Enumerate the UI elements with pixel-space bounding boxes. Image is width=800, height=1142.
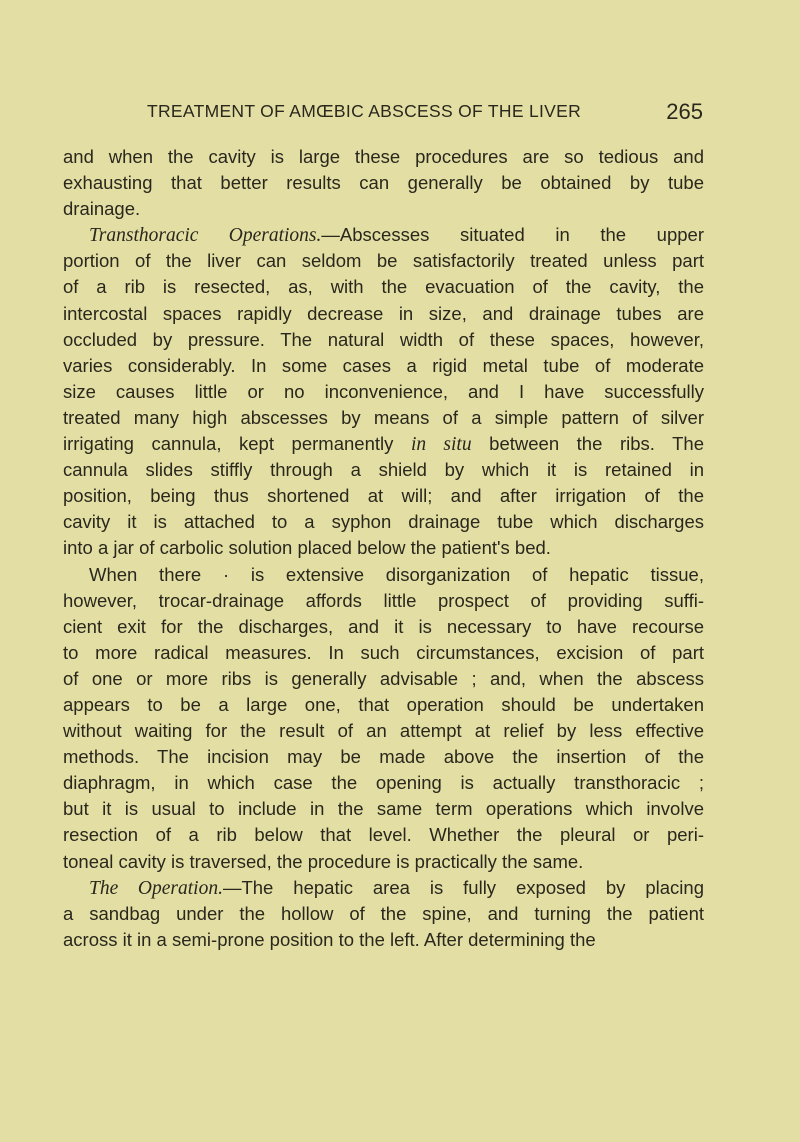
line-text: cavity it is attached to a syphon drainage tube which discharges: [63, 511, 704, 533]
text-line: [63, 327, 704, 353]
line-text: but it is usual to include in the same term operations which involve: [63, 798, 704, 820]
page-number: 265: [666, 99, 703, 124]
text-line: [63, 588, 704, 614]
text-line: [63, 562, 704, 588]
italic-text: The Operation.: [89, 877, 223, 899]
text-line: [63, 770, 704, 796]
text-line: [63, 457, 704, 483]
line-text: methods. The incision may be made above the insertion of the: [63, 746, 704, 768]
text-line: [63, 301, 704, 327]
line-text: between the ribs. The: [471, 433, 705, 455]
line-text: diaphragm, in which case the opening is actually transthoracic ;: [63, 772, 704, 794]
text-line: [63, 248, 704, 274]
line-text: across it in a semi-prone position to the left. After determining the: [63, 928, 596, 950]
text-line: [63, 535, 704, 561]
line-text: of one or more ribs is generally advisable ; and, when the abscess: [63, 667, 704, 689]
line-text: toneal cavity is traversed, the procedure is practically the same.: [63, 850, 584, 872]
text-line: [63, 509, 704, 535]
line-text: portion of the liver can seldom be satisfactorily treated unless part: [63, 250, 704, 272]
text-line: [63, 796, 704, 822]
italic-text: Transthoracic Operations.: [89, 225, 322, 247]
text-line: [63, 196, 704, 222]
line-text: exhausting that better results can generally be obtained by tube: [63, 172, 704, 194]
line-text: drainage.: [63, 198, 141, 220]
text-line: [63, 144, 704, 170]
line-text: of a rib is resected, as, with the evacuation of the cavity, the: [63, 276, 704, 298]
text-line: [63, 849, 704, 875]
line-text: size causes little or no inconvenience, and I have successfully: [63, 380, 704, 402]
text-line: [63, 614, 704, 640]
text-line: [63, 353, 704, 379]
line-text: and when the cavity is large these procedures are so tedious and: [63, 146, 704, 167]
text-line: [63, 170, 704, 196]
line-text: to more radical measures. In such circumstances, excision of part: [63, 641, 704, 663]
running-head: TREATMENT OF AMŒBIC ABSCESS OF THE LIVER: [147, 101, 582, 121]
italic-text: in situ: [410, 434, 472, 456]
text-line: [63, 666, 704, 692]
line-text: When there · is extensive disorganization of hepatic tissue,: [89, 563, 704, 585]
body-text: [63, 144, 704, 953]
text-line: [63, 405, 704, 431]
paragraph: [63, 144, 704, 222]
text-line: [63, 274, 704, 300]
paragraph: [63, 562, 704, 875]
text-line: [63, 692, 704, 718]
page-header: [147, 101, 703, 131]
text-line: [63, 431, 704, 457]
line-text: —Abscesses situated in the upper: [321, 224, 704, 246]
line-text: into a jar of carbolic solution placed below the patient's bed.: [63, 537, 551, 559]
text-line: [63, 483, 704, 509]
line-text: irrigating cannula, kept permanently: [63, 433, 411, 455]
line-text: cient exit for the discharges, and it is necessary to have recourse: [63, 615, 704, 637]
text-line: [63, 379, 704, 405]
text-line: [63, 927, 704, 953]
line-text: intercostal spaces rapidly decrease in size, and drainage tubes are: [63, 302, 704, 324]
text-line: [63, 744, 704, 770]
line-text: treated many high abscesses by means of a simple pattern of silver: [63, 406, 704, 428]
text-line: [63, 875, 704, 901]
line-text: varies considerably. In some cases a rigid metal tube of moderate: [63, 354, 704, 376]
paragraph: [63, 875, 704, 953]
line-text: appears to be a large one, that operation should be undertaken: [63, 693, 704, 715]
text-line: [63, 640, 704, 666]
line-text: however, trocar-drainage affords little prospect of providing suffi-: [63, 589, 704, 611]
line-text: occluded by pressure. The natural width of these spaces, however,: [63, 328, 704, 350]
text-line: [63, 822, 704, 848]
line-text: resection of a rib below that level. Whether the pleural or peri-: [63, 824, 704, 846]
line-text: a sandbag under the hollow of the spine, and turning the patient: [63, 902, 704, 924]
text-line: [63, 222, 704, 248]
line-text: —The hepatic area is fully exposed by placing: [222, 876, 704, 898]
text-line: [63, 901, 704, 927]
line-text: position, being thus shortened at will; and after irrigation of the: [63, 485, 704, 507]
line-text: without waiting for the result of an attempt at relief by less effective: [63, 720, 704, 742]
paragraph: [63, 222, 704, 561]
line-text: cannula slides stiffly through a shield by which it is retained in: [63, 459, 704, 481]
text-line: [63, 718, 704, 744]
